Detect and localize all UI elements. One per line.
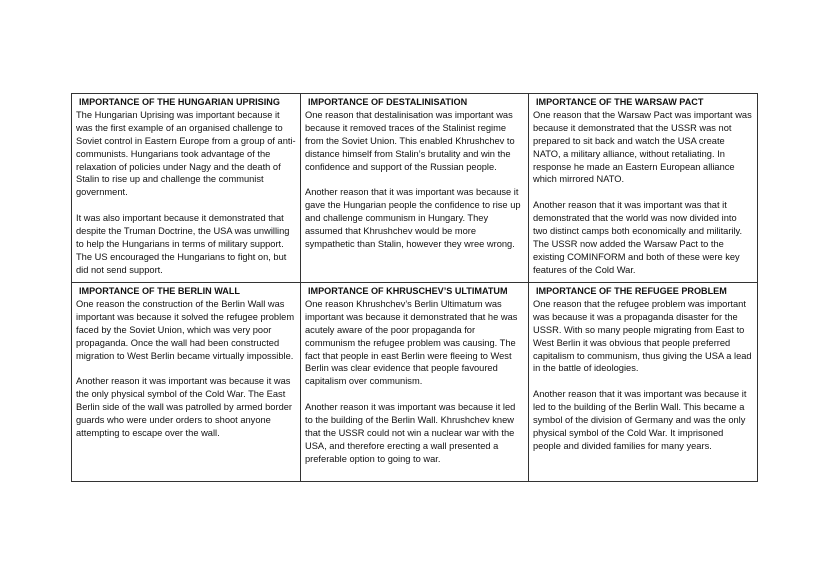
cell-paragraph: One reason that the Warsaw Pact was important was because it demonstrated that the USSR was not prepared to sit back and watch the USA create NATO, a military alliance, without retaliating. In response he made an Eastern European alliance which mirrored NATO. [533, 109, 752, 185]
cell-berlin-wall [72, 283, 301, 482]
cell-paragraph: One reason that the refugee problem was important was because it was a propaganda disaster for the USSR. With so many people migrating from East to West Berlin it was obvious that people preferred capitalism to communism, thus giving the USA a lead in the battle of ideologies. [533, 298, 752, 374]
cell-heading: IMPORTANCE OF KHRUSCHEV’S ULTIMATUM [308, 286, 508, 296]
cell-paragraph: Another reason that it was important was that it demonstrated that the world was now divided into two distinct camps both economically and militarily. The USSR now added the Warsaw Pact to the existing COMINFORM and both of these were key features of the Cold War. [533, 200, 743, 275]
cell-khruschev-ultimatum [301, 283, 529, 482]
cell-heading: IMPORTANCE OF DESTALINISATION [308, 97, 468, 107]
cell-destalinisation [301, 94, 529, 283]
cell-paragraph: Another reason that it was important was because it led to the building of the Berlin Wall. This became a symbol of the division of Germany and was the only physical symbol of the Cold War. It imprisoned people and divided families for many years. [533, 389, 747, 451]
cell-paragraph: Another reason it was important was because it was the only physical symbol of the Cold War. The East Berlin side of the wall was patrolled by armed border guards who were under orders to shoot anyone attempting to escape over the wall. [76, 376, 293, 438]
cell-hungarian-uprising [72, 94, 301, 283]
cell-heading: IMPORTANCE OF THE HUNGARIAN UPRISING [79, 97, 280, 107]
cell-paragraph: Another reason it was important was because it led to the building of the Berlin Wall. Khrushchev knew that the USSR could not win a nuclear war with the USA, and therefore erecting a wall presented a preferable option to going to war. [305, 402, 516, 464]
cell-paragraph: One reason the construction of the Berlin Wall was important was because it solved the refugee problem faced by the Soviet Union, which was very poor propaganda. Once the wall had been constructed migration to West Berlin became virtually impossible. [76, 298, 295, 361]
importance-table [71, 93, 758, 482]
cell-refugee-problem [529, 283, 758, 482]
cell-paragraph: It was also important because it demonstrated that despite the Truman Doctrine, the USA was unwilling to help the Hungarians in terms of military support. The US encouraged the Hungarians to fight on, but did not send support. [76, 213, 290, 275]
table-row [72, 94, 758, 283]
cell-warsaw-pact [529, 94, 758, 283]
cell-paragraph: One reason that destalinisation was important was because it removed traces of the Stalinist regime from the Soviet Union. This enabled Khrushchev to distance himself from Stalin’s brutality and win the confidence and support of the Russian people. [305, 109, 515, 172]
cell-heading: IMPORTANCE OF THE WARSAW PACT [536, 97, 704, 107]
table-row [72, 283, 758, 482]
cell-paragraph: One reason Khrushchev’s Berlin Ultimatum was important was because it demonstrated that he was acutely aware of the poor propaganda for communism the refugee problem was causing. The fact that people in east Berlin were fleeing to West Berlin was clear evidence that people favoured capitalism over communism. [305, 298, 518, 387]
cell-paragraph: Another reason that it was important was because it gave the Hungarian people the confidence to rise up and challenge communism in Hungary. They assumed that Khrushchev would be more sympathetic than Stalin, however they wree wrong. [305, 187, 521, 249]
cell-heading: IMPORTANCE OF THE BERLIN WALL [79, 286, 240, 296]
cell-paragraph: The Hungarian Uprising was important because it was the first example of an organised challenge to Soviet control in Eastern Europe from a group of anti-communists. Hungarians took advantage of the relaxation of policies under Nagy and the death of Stalin to rise up and challenge the communist government. [76, 109, 296, 198]
cell-heading: IMPORTANCE OF THE REFUGEE PROBLEM [536, 286, 727, 296]
